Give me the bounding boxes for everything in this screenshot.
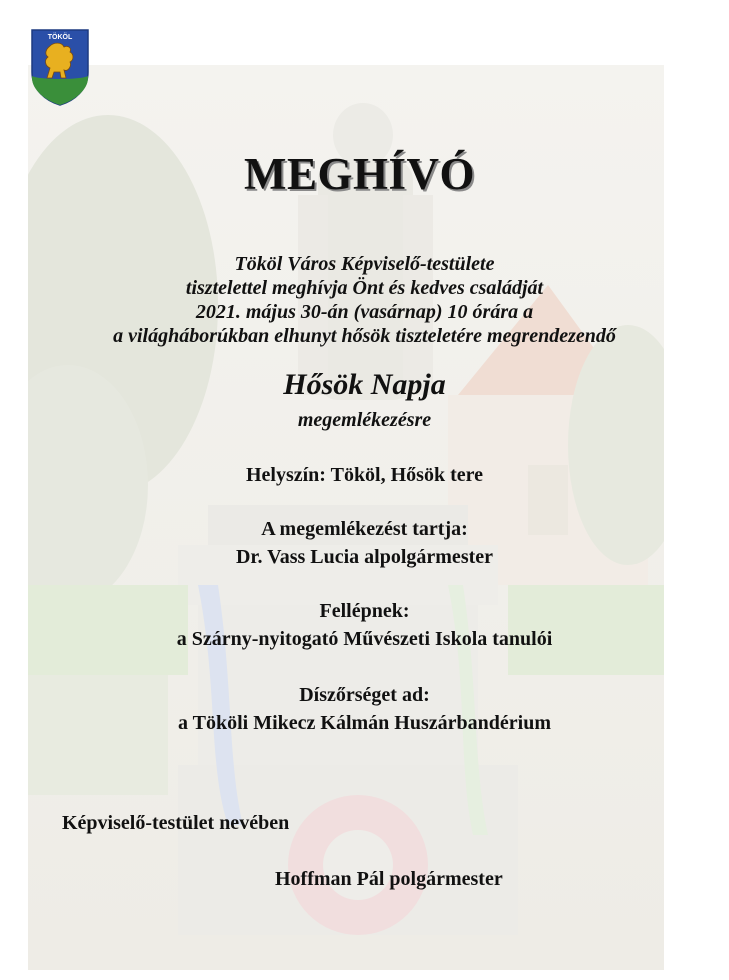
page-title: MEGHÍVÓ bbox=[244, 149, 476, 199]
tokol-crest-logo bbox=[30, 28, 90, 106]
event-type: megemlékezésre bbox=[297, 409, 432, 431]
location: Helyszín: Tököl, Hősök tere bbox=[245, 464, 484, 486]
crest-text: TÖKÖL bbox=[47, 34, 73, 41]
invitation-line-4: a világháborúkban elhunyt hősök tiszteletére megrendezendő bbox=[113, 325, 616, 347]
performers-name: a Szárny-nyitogató Művészeti Iskola tanulói bbox=[176, 628, 553, 650]
speaker-name: Dr. Vass Lucia alpolgármester bbox=[235, 546, 494, 568]
invitation-line-3: 2021. május 30-án (vasárnap) 10 órára a bbox=[195, 301, 534, 323]
guard-label: Díszőrséget ad: bbox=[299, 684, 430, 706]
invitation-line-1: Tököl Város Képviselő-testülete bbox=[234, 253, 495, 275]
performers-label: Fellépnek: bbox=[319, 600, 410, 622]
signatory: Hoffman Pál polgármester bbox=[275, 868, 503, 890]
event-name: Hősök Napja bbox=[283, 368, 446, 401]
speaker-label: A megemlékezést tartja: bbox=[261, 518, 468, 540]
on-behalf-text: Képviselő-testület nevében bbox=[62, 812, 290, 834]
invitation-line-2: tisztelettel meghívja Önt és kedves családját bbox=[185, 277, 544, 299]
guard-name: a Tököli Mikecz Kálmán Huszárbandérium bbox=[178, 712, 551, 734]
